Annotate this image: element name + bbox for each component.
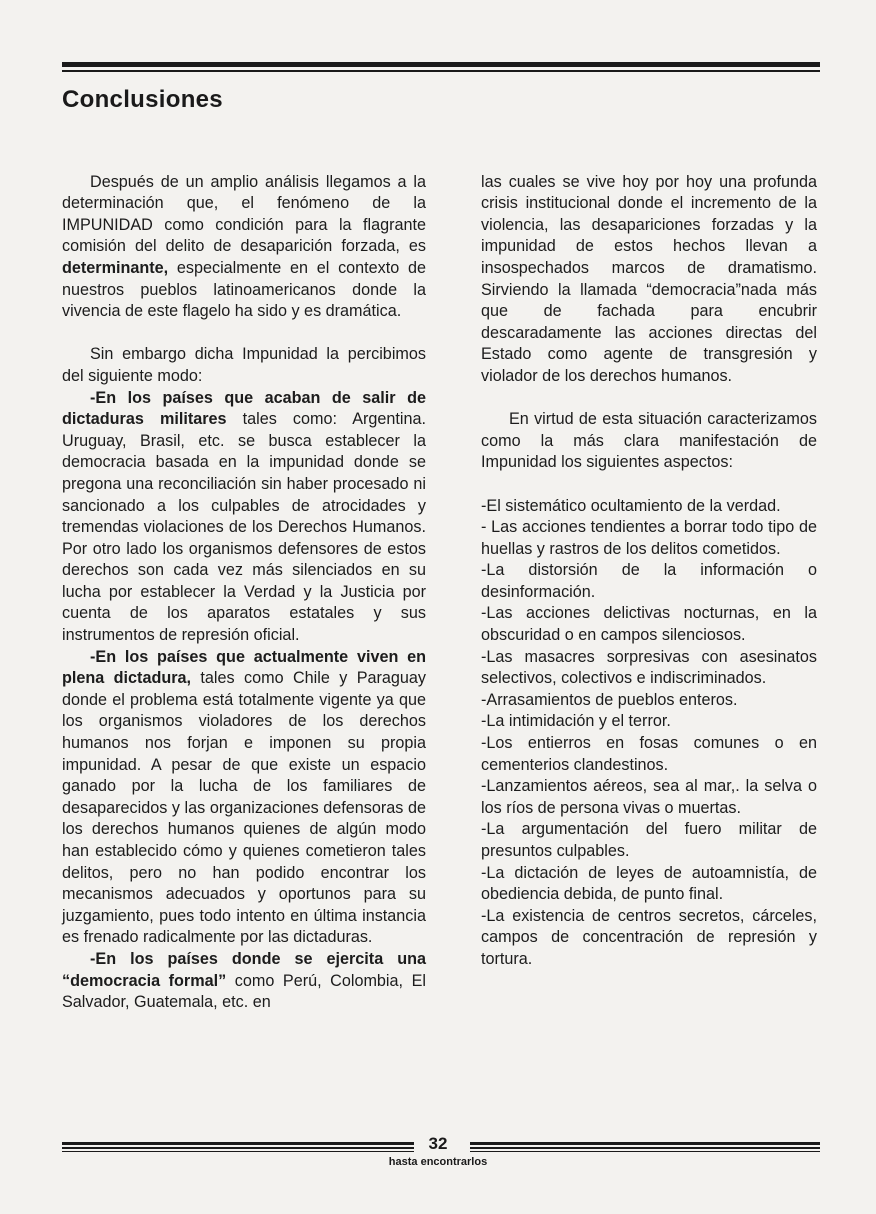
list-item: -La dictación de leyes de autoamnistía, de obediencia debida, de punto final. [481,863,817,904]
paragraph-text: Después de un amplio análisis llegamos a la determinación que, el fenómeno de la IMPUNIDAD como condición para la flagrante comisión del delito de desaparición forzada, es [62,172,426,256]
paragraph [62,172,426,323]
paragraph [62,949,426,1014]
footer-text: hasta encontrarlos [388,1156,488,1168]
list-item: -La intimidación y el terror. [481,712,671,731]
list-item: - Las acciones tendientes a borrar todo tipo de huellas y rastros de los delitos cometidos. [481,518,817,558]
subheading: -En los países que acaban de salir de dictaduras militares [62,388,426,429]
paragraph-text: como Perú, Colombia, El Salvador, Guatemala, etc. en [62,971,426,1012]
list-item: -Lanzamientos aéreos, sea al mar,. la selva o los ríos de persona vivas o muertas. [481,777,817,817]
paragraph-text: especialmente en el contexto de nuestros pueblos latinoamericanos donde la vivencia de este flagelo ha sido y es dramática. [62,258,426,321]
paragraph: Sin embargo dicha Impunidad la percibimos del siguiente modo: [62,345,426,385]
paragraph [62,647,426,949]
subheading: -En los países donde se ejercita una “democracia formal” [62,949,426,990]
list-item: -Los entierros en fosas comunes o en cementerios clandestinos. [481,734,817,774]
emphasis-text: determinante, [62,258,169,277]
paragraph-text: tales como: Argentina. Uruguay, Brasil, etc. se busca establecer la democracia basada en la impunidad donde se pregona una reconciliación sin haber procesado ni sancionado a los culpables de atrocidades y tremendas violaciones de los Derechos Humanos. Por otro lado los organismos defensores de estos derechos son cada vez más silenciados en su lucha por establecer la Verdad y la Justicia por cuenta de los aparatos estatales y sus instrumentos de represión oficial. [62,410,426,645]
page-title: Conclusiones [62,86,223,113]
list-item: -Las acciones delictivas nocturnas, en la obscuridad o en campos silenciosos. [481,604,817,645]
subheading: -En los países que actualmente viven en plena dictadura, [62,647,426,688]
list-item: -El sistemático ocultamiento de la verdad. [481,496,781,515]
top-rule [62,62,820,72]
list-item: -Arrasamientos de pueblos enteros. [481,690,738,709]
list-item: -La distorsión de la información o desinformación. [481,561,817,601]
paragraph: las cuales se vive hoy por hoy una profunda crisis institucional donde el incremento de la violencia, las desapariciones forzadas y la impunidad de estos hechos llevan a insospechados marcos de dramatismo. Sirviendo la llamada “democracia”nada más que de fachada para encubrir descaradamente las acciones directas del Estado como agente de transgresión y violador de los derechos humanos. [481,172,817,385]
list-item: -La existencia de centros secretos, cárceles, campos de concentración de represión y tortura. [481,906,817,968]
paragraph: En virtud de esta situación caracterizamos como la más clara manifestación de Impunidad los siguientes aspectos: [481,410,817,472]
left-column [62,150,426,1014]
list-item: -La argumentación del fuero militar de presuntos culpables. [481,820,817,860]
aspects-list [481,496,817,971]
right-column [481,150,817,971]
paragraph [62,388,426,647]
page-number: 32 [428,1134,448,1153]
paragraph-text: tales como Chile y Paraguay donde el problema está totalmente vigente ya que los organismos violadores de los derechos humanos nos forjan e imponen su propia impunidad. A pesar de que existe un espacio ganado por la lucha de los familiares de desaparecidos y las organizaciones defensoras de los derechos humanos quienes de algún modo han establecido cómo y quienes cometieron tales delitos, pero no han podido encontrar los mecanismos adecuados y oportunos para su juzgamiento, pues todo intento en última instancia es frenado radicalmente por las dictaduras. [62,669,426,947]
list-item: -Las masacres sorpresivas con asesinatos selectivos, colectivos e indiscriminados. [481,647,817,688]
